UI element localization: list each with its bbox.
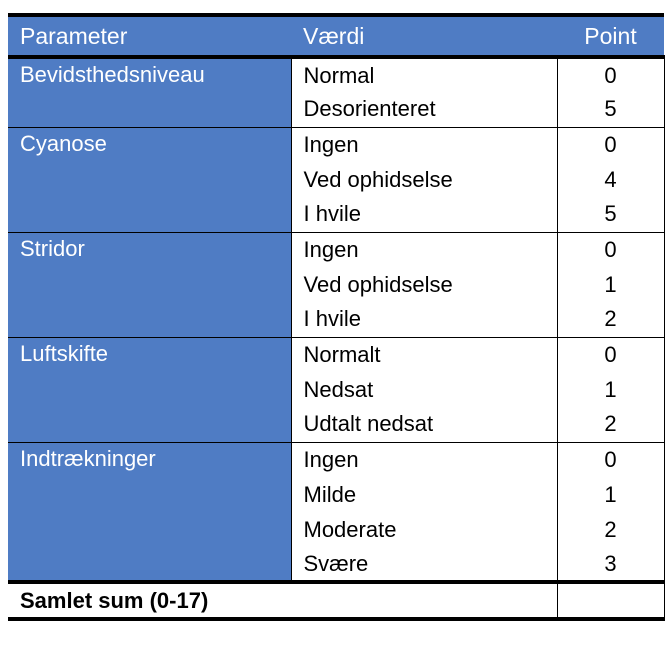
point-cell: 0 (557, 442, 664, 477)
table-row (8, 442, 664, 477)
value-cell: Svære (291, 547, 557, 582)
parameter-cell-retractions: Indtrækninger (8, 442, 291, 582)
value-cell: Desorienteret (291, 92, 557, 127)
point-cell: 0 (557, 127, 664, 162)
parameter-cell-stridor: Stridor (8, 232, 291, 337)
table-row (8, 232, 664, 267)
point-cell: 1 (557, 477, 664, 512)
header-parameter: Parameter (8, 15, 291, 57)
score-table-wrapper (8, 13, 664, 621)
header-row (8, 15, 664, 57)
table-row (8, 57, 664, 92)
value-cell: Ingen (291, 127, 557, 162)
value-cell: Ingen (291, 442, 557, 477)
parameter-cell-cyanosis: Cyanose (8, 127, 291, 232)
total-value-cell (557, 582, 664, 619)
point-cell: 0 (557, 232, 664, 267)
point-cell: 1 (557, 267, 664, 302)
value-cell: Moderate (291, 512, 557, 547)
value-cell: I hvile (291, 197, 557, 232)
point-cell: 0 (557, 337, 664, 372)
value-cell: Ingen (291, 232, 557, 267)
value-cell: Udtalt nedsat (291, 407, 557, 442)
point-cell: 1 (557, 372, 664, 407)
value-cell: I hvile (291, 302, 557, 337)
parameter-cell-air-entry: Luftskifte (8, 337, 291, 442)
total-row (8, 582, 664, 619)
header-value: Værdi (291, 15, 557, 57)
total-label: Samlet sum (0-17) (8, 582, 557, 619)
table-row (8, 337, 664, 372)
point-cell: 3 (557, 547, 664, 582)
value-cell: Ved ophidselse (291, 267, 557, 302)
point-cell: 5 (557, 197, 664, 232)
point-cell: 2 (557, 407, 664, 442)
score-table (8, 13, 665, 621)
value-cell: Nedsat (291, 372, 557, 407)
point-cell: 5 (557, 92, 664, 127)
point-cell: 2 (557, 512, 664, 547)
table-row (8, 127, 664, 162)
point-cell: 2 (557, 302, 664, 337)
point-cell: 0 (557, 57, 664, 92)
value-cell: Milde (291, 477, 557, 512)
value-cell: Normalt (291, 337, 557, 372)
point-cell: 4 (557, 162, 664, 197)
parameter-cell-consciousness: Bevidsthedsniveau (8, 57, 291, 127)
header-point: Point (557, 15, 664, 57)
value-cell: Normal (291, 57, 557, 92)
value-cell: Ved ophidselse (291, 162, 557, 197)
